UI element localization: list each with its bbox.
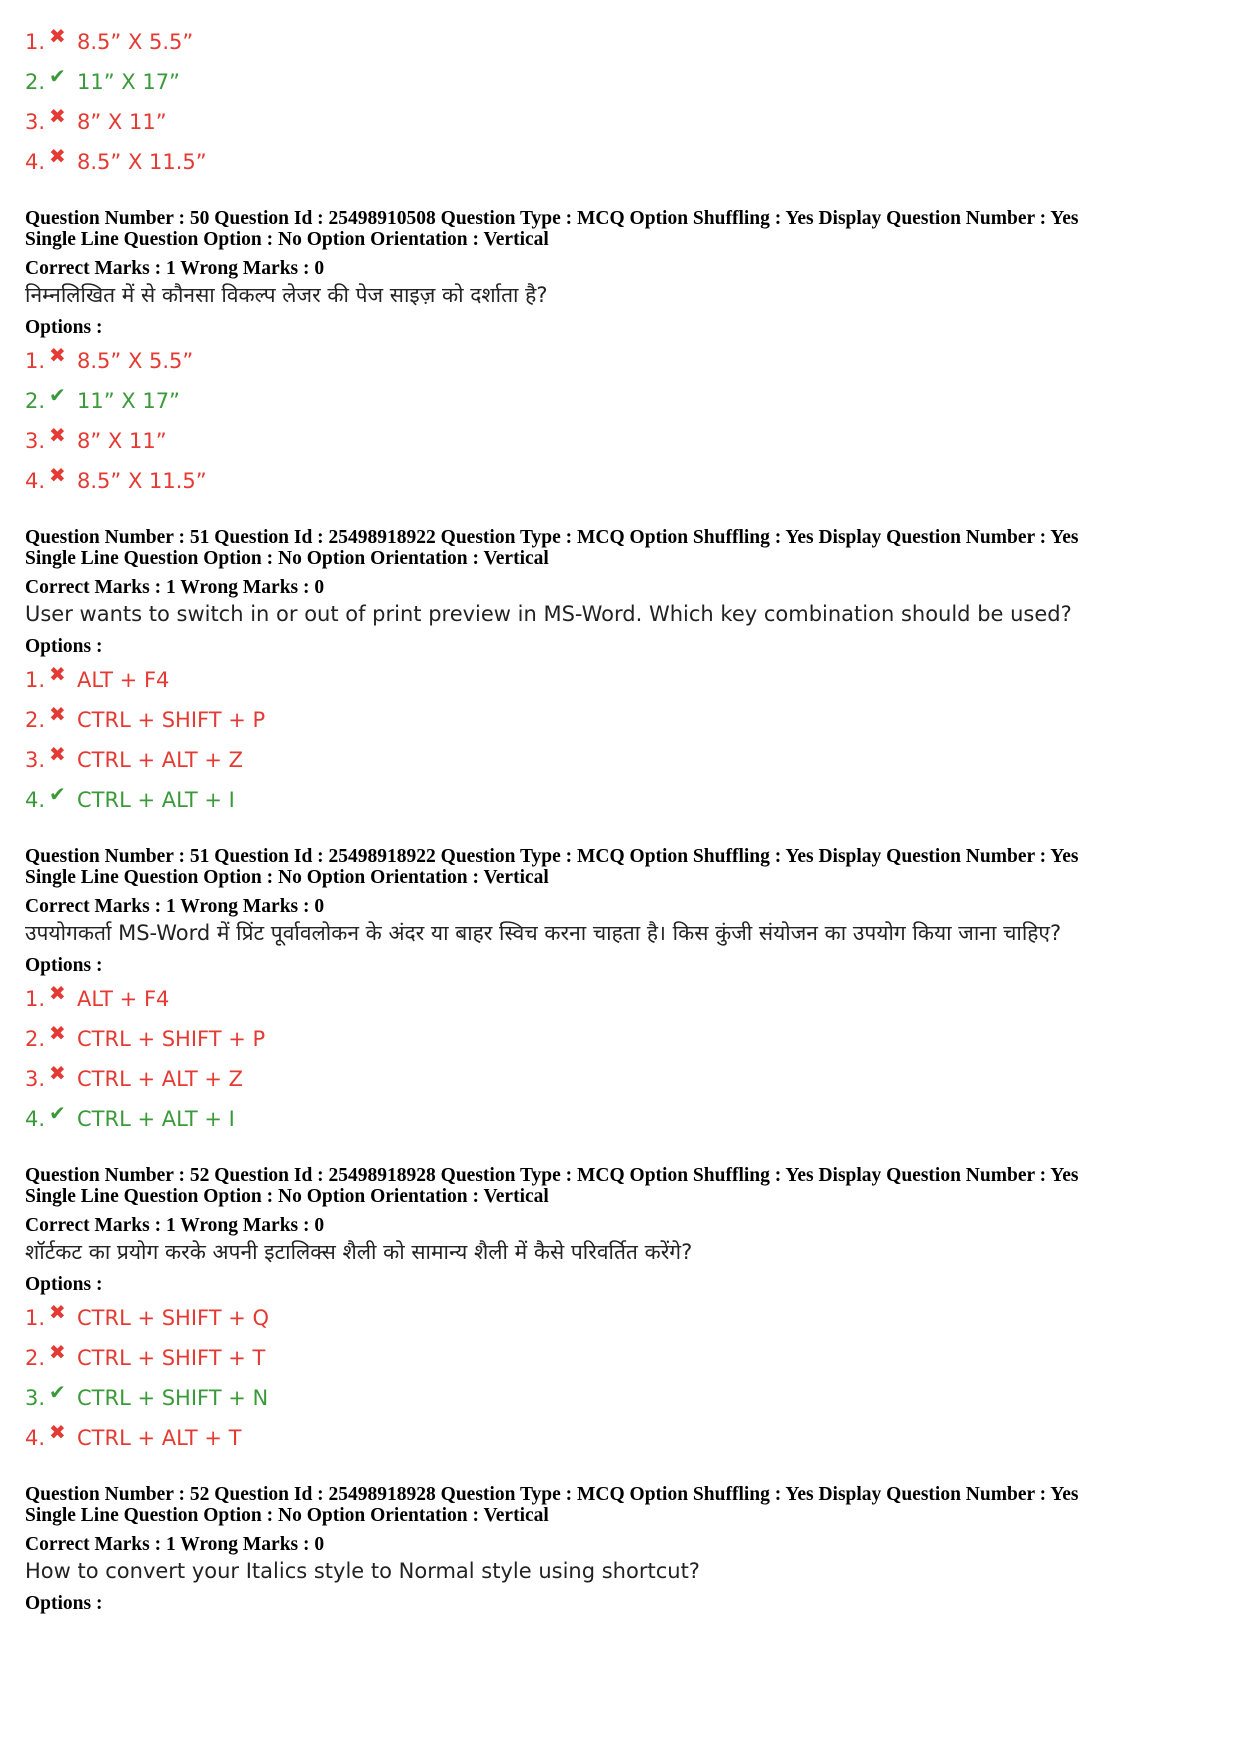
check-icon: ✔ xyxy=(49,1101,66,1125)
option-number: 2. xyxy=(25,1346,46,1370)
option-number: 3. xyxy=(25,748,46,772)
question-meta-secondary: Single Line Question Option : No Option Orientation : Vertical xyxy=(25,548,549,569)
option-number: 4. xyxy=(25,788,46,812)
cross-icon: ✖ xyxy=(49,1340,66,1364)
option-number: 3. xyxy=(25,1067,46,1091)
option-number: 1. xyxy=(25,30,46,54)
option-row xyxy=(25,461,1215,501)
option-row xyxy=(25,1418,1215,1458)
cross-icon: ✖ xyxy=(49,463,66,487)
option-text: CTRL + SHIFT + P xyxy=(77,1027,266,1051)
question-block xyxy=(25,1484,1215,1615)
question-text: उपयोगकर्ता MS-Word में प्रिंट पूर्वावलोकन के अंदर या बाहर स्विच करना चाहता है। किस कुंजी संयोजन का उपयोग किया जाना चाहिए? xyxy=(25,921,1062,945)
question-block xyxy=(25,208,1215,501)
question-meta: Question Number : 51 Question Id : 25498918922 Question Type : MCQ Option Shuffling : Yes Display Question Number : Yes xyxy=(25,846,1079,867)
marks-info: Correct Marks : 1 Wrong Marks : 0 xyxy=(25,1534,325,1555)
option-row xyxy=(25,1338,1215,1378)
check-icon: ✔ xyxy=(49,383,66,407)
option-number: 3. xyxy=(25,1386,46,1410)
question-meta: Question Number : 52 Question Id : 25498918928 Question Type : MCQ Option Shuffling : Yes Display Question Number : Yes xyxy=(25,1165,1079,1186)
cross-icon: ✖ xyxy=(49,1300,66,1324)
check-icon: ✔ xyxy=(49,64,66,88)
option-row xyxy=(25,421,1215,461)
option-row xyxy=(25,1099,1215,1139)
option-number: 4. xyxy=(25,1426,46,1450)
option-text: CTRL + ALT + Z xyxy=(77,1067,244,1091)
question-text: शॉर्टकट का प्रयोग करके अपनी इटालिक्स शैली को सामान्य शैली में कैसे परिवर्तित करेंगे? xyxy=(25,1240,693,1264)
option-row xyxy=(25,381,1215,421)
cross-icon: ✖ xyxy=(49,1021,66,1045)
option-row xyxy=(25,740,1215,780)
cross-icon: ✖ xyxy=(49,981,66,1005)
option-row xyxy=(25,780,1215,820)
question-block xyxy=(25,1165,1215,1458)
option-row xyxy=(25,979,1215,1019)
top-options-list xyxy=(25,22,1215,182)
option-number: 4. xyxy=(25,150,46,174)
cross-icon: ✖ xyxy=(49,1061,66,1085)
question-text: निम्नलिखित में से कौनसा विकल्प लेजर की पेज साइज़ को दर्शाता है? xyxy=(25,283,548,307)
option-text: 8” X 11” xyxy=(77,110,167,134)
question-meta-secondary: Single Line Question Option : No Option Orientation : Vertical xyxy=(25,1505,549,1526)
cross-icon: ✖ xyxy=(49,144,66,168)
option-number: 3. xyxy=(25,429,46,453)
option-row xyxy=(25,341,1215,381)
question-meta: Question Number : 50 Question Id : 25498910508 Question Type : MCQ Option Shuffling : Yes Display Question Number : Yes xyxy=(25,208,1079,229)
option-text: 8.5” X 5.5” xyxy=(77,30,194,54)
cross-icon: ✖ xyxy=(49,1420,66,1444)
question-block xyxy=(25,846,1215,1139)
option-text: CTRL + SHIFT + P xyxy=(77,708,266,732)
option-number: 1. xyxy=(25,668,46,692)
option-text: CTRL + SHIFT + N xyxy=(77,1386,269,1410)
cross-icon: ✖ xyxy=(49,702,66,726)
answer-sheet-page xyxy=(25,22,1215,1617)
option-number: 1. xyxy=(25,349,46,373)
option-row xyxy=(25,62,1215,102)
option-number: 4. xyxy=(25,469,46,493)
cross-icon: ✖ xyxy=(49,423,66,447)
cross-icon: ✖ xyxy=(49,104,66,128)
option-row xyxy=(25,1298,1215,1338)
options-label: Options : xyxy=(25,636,103,657)
option-row xyxy=(25,1059,1215,1099)
option-number: 1. xyxy=(25,1306,46,1330)
question-text: User wants to switch in or out of print preview in MS-Word. Which key combination should be used? xyxy=(25,602,1072,626)
option-text: ALT + F4 xyxy=(77,987,170,1011)
option-number: 2. xyxy=(25,70,46,94)
option-text: 8” X 11” xyxy=(77,429,167,453)
option-row xyxy=(25,1019,1215,1059)
question-block xyxy=(25,527,1215,820)
option-text: CTRL + SHIFT + Q xyxy=(77,1306,270,1330)
question-meta-secondary: Single Line Question Option : No Option Orientation : Vertical xyxy=(25,867,549,888)
option-text: 11” X 17” xyxy=(77,70,180,94)
marks-info: Correct Marks : 1 Wrong Marks : 0 xyxy=(25,258,325,279)
cross-icon: ✖ xyxy=(49,662,66,686)
option-text: CTRL + ALT + Z xyxy=(77,748,244,772)
option-text: 8.5” X 5.5” xyxy=(77,349,194,373)
option-text: 11” X 17” xyxy=(77,389,180,413)
option-number: 1. xyxy=(25,987,46,1011)
options-label: Options : xyxy=(25,1274,103,1295)
option-text: ALT + F4 xyxy=(77,668,170,692)
option-text: CTRL + ALT + T xyxy=(77,1426,242,1450)
question-meta-secondary: Single Line Question Option : No Option Orientation : Vertical xyxy=(25,1186,549,1207)
option-row xyxy=(25,102,1215,142)
check-icon: ✔ xyxy=(49,1380,66,1404)
options-label: Options : xyxy=(25,317,103,338)
question-meta: Question Number : 51 Question Id : 25498918922 Question Type : MCQ Option Shuffling : Yes Display Question Number : Yes xyxy=(25,527,1079,548)
option-number: 3. xyxy=(25,110,46,134)
marks-info: Correct Marks : 1 Wrong Marks : 0 xyxy=(25,577,325,598)
option-number: 2. xyxy=(25,708,46,732)
option-row xyxy=(25,22,1215,62)
option-number: 2. xyxy=(25,389,46,413)
option-row xyxy=(25,700,1215,740)
check-icon: ✔ xyxy=(49,782,66,806)
marks-info: Correct Marks : 1 Wrong Marks : 0 xyxy=(25,896,325,917)
question-meta: Question Number : 52 Question Id : 25498918928 Question Type : MCQ Option Shuffling : Yes Display Question Number : Yes xyxy=(25,1484,1079,1505)
option-text: CTRL + SHIFT + T xyxy=(77,1346,266,1370)
marks-info: Correct Marks : 1 Wrong Marks : 0 xyxy=(25,1215,325,1236)
cross-icon: ✖ xyxy=(49,343,66,367)
question-meta-secondary: Single Line Question Option : No Option Orientation : Vertical xyxy=(25,229,549,250)
option-text: CTRL + ALT + I xyxy=(77,1107,235,1131)
options-label: Options : xyxy=(25,955,103,976)
cross-icon: ✖ xyxy=(49,742,66,766)
option-text: 8.5” X 11.5” xyxy=(77,469,207,493)
options-label: Options : xyxy=(25,1593,103,1614)
option-row xyxy=(25,1378,1215,1418)
option-number: 4. xyxy=(25,1107,46,1131)
option-row xyxy=(25,660,1215,700)
option-number: 2. xyxy=(25,1027,46,1051)
cross-icon: ✖ xyxy=(49,24,66,48)
option-text: CTRL + ALT + I xyxy=(77,788,235,812)
option-text: 8.5” X 11.5” xyxy=(77,150,207,174)
question-text: How to convert your Italics style to Normal style using shortcut? xyxy=(25,1559,700,1583)
option-row xyxy=(25,142,1215,182)
